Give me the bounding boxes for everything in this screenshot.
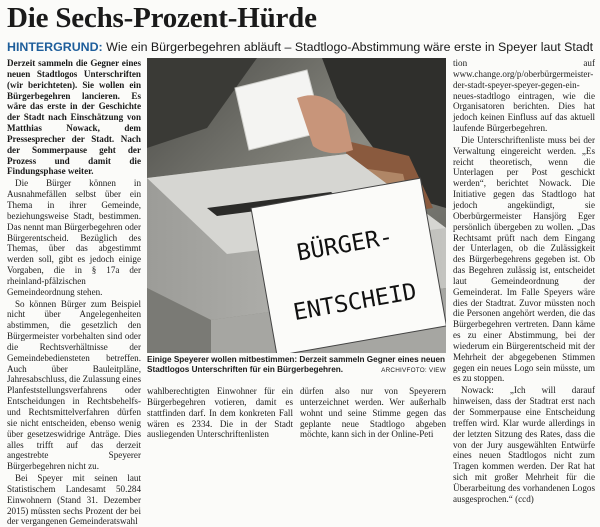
- photo-credit: ARCHIVFOTO: VIEW: [381, 366, 446, 374]
- ballot-box-illustration: [147, 58, 446, 353]
- headline: Die Sechs-Prozent-Hürde: [7, 2, 317, 34]
- body-paragraph: Nowack: „Ich will darauf hinweisen, dass der Stadtrat erst nach der Sommerpause eine Entscheidung treffen wird. Klar wurde allerdings in der letzten Sitzung des Rates, dass die von der Jury ausgewählten Entwürfe eines neuen Stadtlogos nicht zum Tragen kommen werden. Der Rat hat sich mit großer Mehrheit für die Überarbeitung des vorhandenen Logos ausgesprochen.“ (ccd): [453, 385, 595, 504]
- body-paragraph: dürfen also nur von Speyerern unterzeichnet werden. Wer außerhalb wohnt und seine Stimme gegen das geplante neue Stadtlogo abgeben möchte, kann sich in der Online-Peti: [300, 386, 446, 440]
- body-paragraph: wahlberechtigten Einwohner für ein Bürgerbegehren votieren, damit es stattfinden darf. In dem konkreten Fall wären es 2334. Die in der Stadt ausliegenden Unterschriftenlisten: [147, 386, 293, 440]
- body-paragraph: Bei Speyer mit seinen laut Statistischem Landesamt 50.284 Einwohnern (Stand 31. Dezember 2015) müssten sechs Prozent der bei der vergangenen Gemeinderatswahl: [7, 473, 141, 527]
- caption-text: Einige Speyerer wollen mitbestimmen: Derzeit sammeln Gegner eines neuen Stadtlogos Unterschriften für ein Bürgerbegehren.: [147, 355, 446, 374]
- body-paragraph: Die Bürger können in Ausnahmefällen selbst über ein Thema in ihrer Gemeinde, beziehungsweise Stadt, bestimmen. Das nennt man Bürgerbegehren oder Bürgerentscheid. Bezüglich des Themas, über das abgestimmt werden soll, gibt es jedoch einige Vorgaben, die in § 17a der rheinland-pfälzischen Gemeindeordnung stehen.: [7, 178, 141, 297]
- lead-paragraph: Derzeit sammeln die Gegner eines neuen Stadtlogos Unterschriften (wir berichteten). Sie wollen ein Bürgerbegehren lancieren. Es wäre das erste in der Geschichte der Stadt nach Einschätzung von Matthias Nowack, dem Pressesprecher der Stadt. Nach der Sommerpause geht der Prozess und damit die Findungsphase weiter.: [7, 58, 141, 177]
- article-column-2: [147, 386, 293, 440]
- body-paragraph: tion auf www.change.org/p/oberbürgermeister-der-stadt-speyer-speyer-gegen-ein-neues-stadtlogo eintragen, wie die Organisatoren berichten. Dies hat jedoch keinen Einfluss auf das aktuell laufende Bürgerbegehren.: [453, 58, 595, 134]
- sign-text-line1: BÜRGER-: [294, 224, 395, 267]
- kicker: HINTERGRUND:: [7, 40, 103, 54]
- subheadline: Wie ein Bürgerbegehren abläuft – Stadtlogo-Abstimmung wäre erste in Speyer laut Stadt: [106, 40, 594, 54]
- sign-text-line2: ENTSCHEID: [291, 278, 419, 327]
- article-column-4: [453, 58, 595, 505]
- body-paragraph: So können Bürger zum Beispiel nicht über Angelegenheiten abstimmen, die gesetzlich den Bürgermeister vorbehalten sind oder die Rechtsverhältnisse der Gemeindebediensteten betreffen. Auch über Bauleitpläne, Jahresabschluss, die Zulassung eines Planfeststellungsverfahrens oder Entscheidungen in Rechtsbehelfs- und Rechtsmittelverfahren dürfen sie nicht entscheiden, ebenso wenig über gesetzeswidrige Anträge. Dies alles trifft auf das derzeit angestrebte Speyerer Bürgerbegehren nicht zu.: [7, 298, 141, 472]
- ballot-box-photo: [147, 58, 446, 353]
- body-paragraph: Die Unterschriftenliste muss bei der Verwaltung eingereicht werden. „Es reicht theoretisch, wenn die Unterlagen per Post geschickt werden“, berichtet Nowack. Die Initiative gegen das Stadtlogo hat jedoch angekündigt, sie Oberbürgermeister Hansjörg Eger persönlich übergeben zu wollen. „Das Rechtsamt prüft nach dem Eingang der Unterlagen, ob die Zulässigkeit des Bürgerbegehrens gegeben ist. Ob das Begehren zulässig ist, entscheidet laut Gemeindeordnung der Gemeinderat. Im Falle Speyers wäre dies der Stadtrat. Zuvor müssten noch die Personen angehört werden, die das Bürgerbegehren vertreten. Dann käme es zu einer Abstimmung, bei der wiederum ein Bürgerentscheid mit der Mehrheit der abgegebenen Stimmen gegen ein neues Logo sein müsste, um es zu stoppen.: [453, 134, 595, 384]
- subheadline-line: [7, 40, 597, 55]
- article-column-1: [7, 58, 141, 527]
- photo-caption: [147, 355, 446, 376]
- article-column-3: [300, 386, 446, 440]
